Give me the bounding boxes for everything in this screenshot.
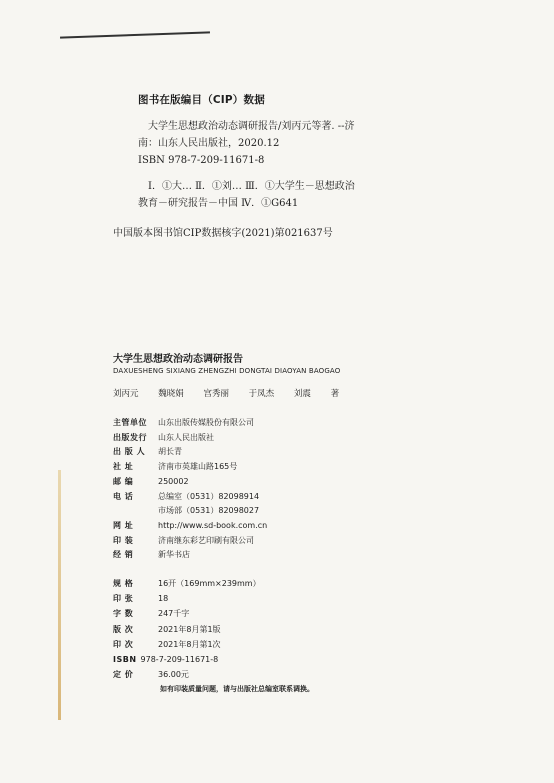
author-name: 刘震	[293, 389, 311, 399]
info-label: 印 装	[113, 535, 134, 545]
cip-isbn: ISBN 978-7-209-11671-8	[138, 155, 265, 166]
spec-label: 字 数	[113, 609, 134, 619]
cip-subjects	[138, 178, 388, 212]
spec-label: ISBN	[113, 655, 137, 665]
author-suffix: 著	[330, 389, 340, 399]
spec-label: 版 次	[113, 624, 134, 634]
cip-title: 图书在版编目（CIP）数据	[138, 94, 265, 106]
info-row	[113, 475, 267, 490]
info-value: 山东出版传媒股份有限公司	[158, 418, 254, 427]
spec-label: 规 格	[113, 579, 134, 588]
info-row	[113, 460, 267, 475]
cip-subject-line: Ⅰ．①大… Ⅱ．①刘… Ⅲ．①大学生－思想政治	[148, 181, 355, 192]
spec-row	[113, 622, 261, 637]
author-name: 魏晓娟	[158, 389, 184, 399]
spec-value: 36.00元	[158, 670, 189, 680]
page-fold-shadow	[58, 470, 61, 720]
cip-entry-line: 大学生思想政治动态调研报告/刘丙元等著. --济	[148, 121, 355, 132]
info-value: http://www.sd-book.com.cn	[158, 520, 268, 530]
spec-label: 印 次	[113, 639, 134, 649]
info-value: 胡长青	[158, 447, 182, 457]
info-label: 经 销	[113, 550, 134, 560]
info-label: 社 址	[113, 462, 134, 472]
author-name: 于凤杰	[248, 389, 275, 399]
author-line	[113, 387, 348, 399]
info-row	[113, 519, 267, 534]
specification-info	[113, 576, 261, 682]
info-value: 济南继东彩艺印刷有限公司	[158, 535, 254, 545]
spec-row	[113, 652, 261, 667]
cip-entry	[138, 118, 388, 169]
spec-row	[113, 637, 261, 652]
cip-entry-line: 南：山东人民出版社，2020.12	[138, 138, 280, 149]
spec-row	[113, 576, 261, 591]
info-row	[113, 548, 267, 563]
info-value: 新华书店	[158, 550, 190, 560]
spec-value: 2021年8月第1次	[158, 639, 221, 649]
spec-value: 247千字	[158, 609, 190, 619]
info-label: 出 版 人	[113, 447, 146, 457]
book-title: 大学生思想政治动态调研报告	[113, 354, 243, 365]
cip-verification-number: 中国版本图书馆CIP数据核字(2021)第021637号	[113, 228, 333, 239]
info-label	[113, 504, 158, 519]
info-label: 出版发行	[113, 432, 147, 442]
spec-row	[113, 606, 261, 621]
info-label: 邮 编	[113, 476, 134, 486]
spec-row	[113, 591, 261, 606]
info-label: 主管单位	[113, 418, 147, 427]
spec-value: 16开（169mm×239mm）	[158, 579, 261, 588]
spec-value: 2021年8月第1版	[158, 624, 221, 634]
info-value: 市场部（0531）82098027	[158, 506, 260, 516]
author-name: 刘丙元	[113, 389, 139, 399]
spec-row	[113, 667, 261, 682]
info-label: 网 址	[113, 520, 134, 530]
info-value: 总编室（0531）82098914	[158, 491, 260, 501]
info-row	[113, 490, 267, 505]
info-row	[113, 416, 267, 431]
info-value: 山东人民出版社	[158, 432, 214, 442]
info-row	[113, 431, 267, 446]
info-row	[113, 445, 267, 460]
cip-subject-line: 教育－研究报告－中国 Ⅳ．①G641	[138, 198, 299, 209]
quality-notice: 如有印装质量问题，请与出版社总编室联系调换。	[160, 685, 314, 693]
info-row	[113, 534, 267, 549]
info-label: 电 话	[113, 491, 134, 501]
author-name: 宫秀丽	[203, 389, 229, 399]
scan-edge-mark	[60, 31, 210, 38]
spec-label: 印 张	[113, 594, 134, 604]
publishing-info	[113, 416, 267, 563]
info-value: 济南市英雄山路165号	[158, 462, 238, 472]
info-row	[113, 504, 267, 519]
spec-label: 定 价	[113, 670, 134, 680]
info-value: 250002	[158, 476, 189, 486]
spec-value: 18	[158, 594, 169, 604]
book-title-pinyin: DAXUESHENG SIXIANG ZHENGZHI DONGTAI DIAOYAN BAOGAO	[113, 367, 341, 375]
spec-value: 978-7-209-11671-8	[140, 655, 219, 665]
